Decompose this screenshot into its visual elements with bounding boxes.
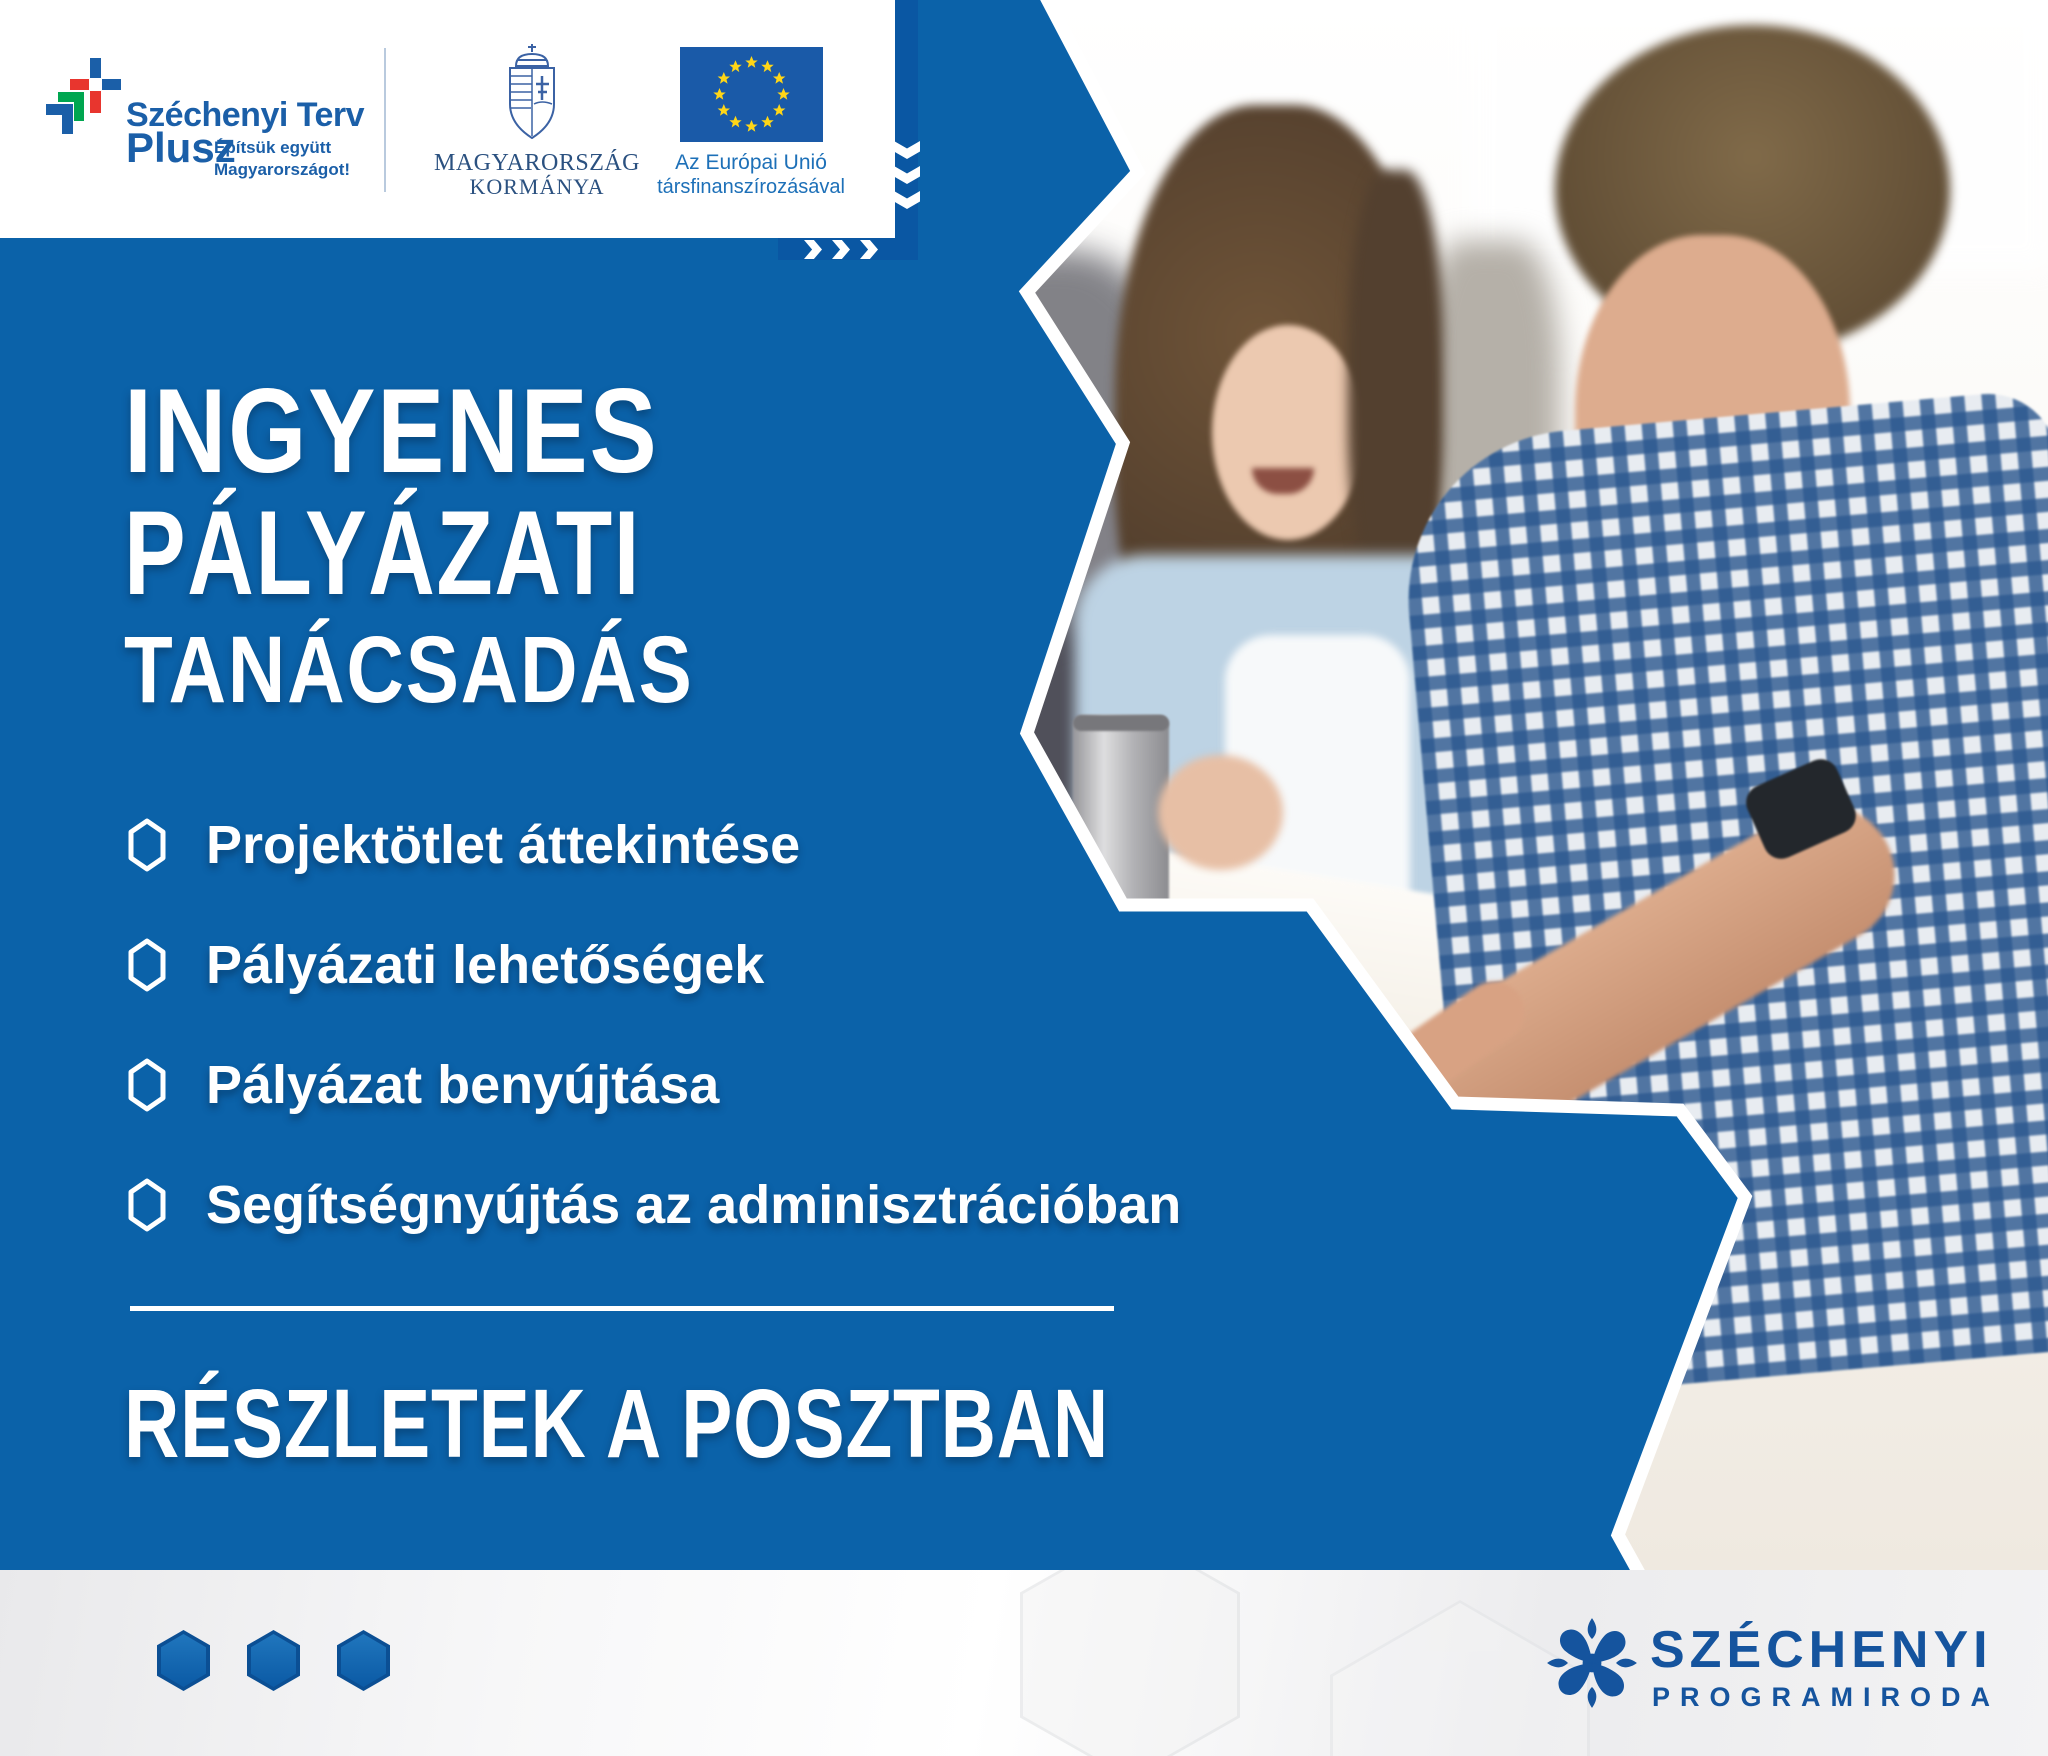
eu-flag-icon (680, 47, 823, 142)
hungary-coat-of-arms-icon (496, 42, 568, 146)
title-line-3: TANÁCSADÁS (124, 617, 694, 723)
title-line-1: INGYENES (124, 364, 659, 498)
szechenyi-tagline-2: Magyarországot! (214, 160, 351, 179)
hexagon-outline-icon (128, 1057, 166, 1113)
hexagon-watermark (1020, 1570, 1240, 1756)
eu-cofinanced-line1: Az Európai Unió (675, 151, 827, 174)
header-divider (384, 48, 386, 192)
government-label-line2: KORMÁNYA (469, 174, 605, 199)
list-item-label: Pályázati lehetőségek (206, 935, 765, 995)
hexagon-icon (247, 1630, 300, 1691)
rosette-flower-icon (1545, 1616, 1639, 1710)
cta-text: RÉSZLETEK A POSZTBAN (124, 1369, 1110, 1478)
list-item-label: Pályázat benyújtása (206, 1055, 720, 1115)
list-item (128, 1052, 719, 1118)
brand-name: SZÉCHENYI (1650, 1621, 1993, 1679)
hexagon-icon (337, 1630, 390, 1691)
hexagon-icon (157, 1630, 210, 1691)
list-item (128, 1172, 1181, 1238)
hexagon-outline-icon (128, 937, 166, 993)
szechenyi-tagline-1: Építsük együtt (214, 138, 332, 157)
header-blue-band-vertical (895, 0, 918, 260)
list-item-label: Projektötlet áttekintése (206, 815, 801, 875)
eu-cofinanced-line2: társfinanszírozásával (657, 176, 845, 198)
government-label-line1: MAGYARORSZÁG (433, 150, 641, 176)
list-item-label: Segítségnyújtás az adminisztrációban (206, 1175, 1182, 1235)
hexagon-outline-icon (128, 817, 166, 873)
hexagon-outline-icon (128, 1177, 166, 1233)
title-line-2: PÁLYÁZATI (124, 486, 641, 620)
list-item (128, 932, 764, 998)
list-item (128, 812, 800, 878)
footer-strip (0, 1570, 2048, 1756)
szechenyi-plusz-label: Plusz (126, 124, 236, 171)
brand-subname: PROGRAMIRODA (1652, 1682, 2000, 1712)
szechenyi-terv-label: Széchenyi Terv (126, 96, 365, 134)
divider-line (130, 1306, 1114, 1311)
